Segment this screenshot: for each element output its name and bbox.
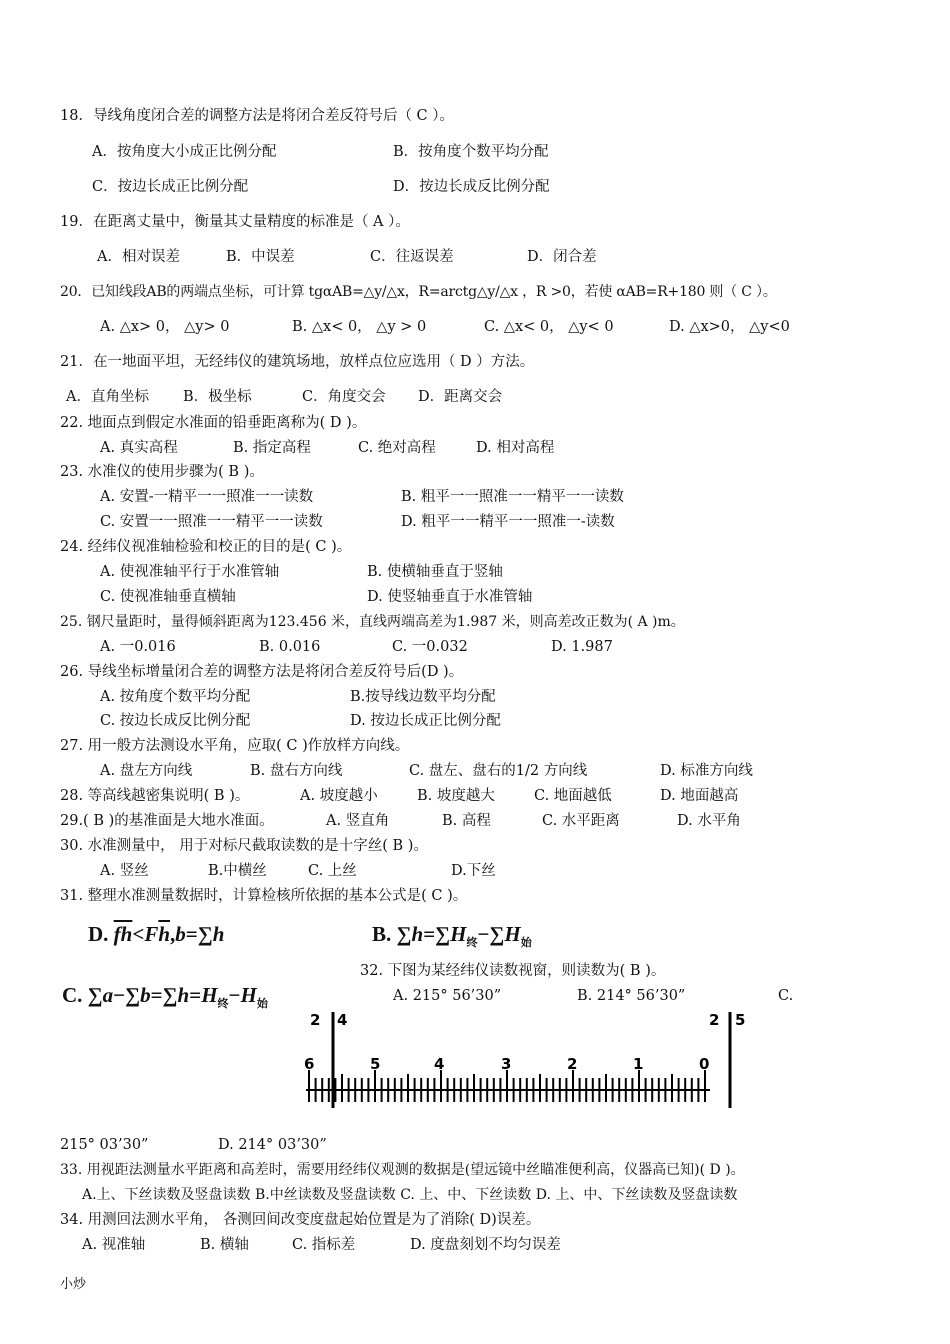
q23-option-a: A. 安置-一精平一一照准一一读数 [100,489,314,505]
q24-option-d: D. 使竖轴垂直于水准管轴 [367,589,533,605]
q22-option-d: D. 相对高程 [476,440,555,456]
theodolite-reading-window [298,1006,758,1114]
dial-scale-num-6: 6 [304,1055,315,1073]
q34-option-a: A. 视准轴 [82,1237,146,1253]
q18-option-b: B．按角度个数平均分配 [393,144,549,160]
q24-option-c: C. 使视准轴垂直横轴 [100,589,236,605]
q27-option-d: D. 标准方向线 [660,763,753,779]
q18-option-d: D．按边长成反比例分配 [393,179,550,195]
q23-option-d: D. 粗平一一精平一一照准一-读数 [401,514,615,530]
page-footer: 小炒 [60,1277,87,1292]
q25-option-b: B. 0.016 [259,639,321,655]
q30-option-a: A. 竖丝 [100,863,149,879]
q29-stem: 29.( B )的基准面是大地水准面。 [60,813,274,829]
q33-options: A.上、下丝读数及竖盘读数 B.中丝读数及竖盘读数 C. 上、中、下丝读数 D. 上、中、下丝读数及竖盘读数 [82,1187,738,1203]
q19-option-a: A．相对误差 [97,249,180,265]
q26-option-b: B.按导线边数平均分配 [350,689,496,705]
q30-stem: 30. 水准测量中， 用于对标尺截取读数的是十字丝( B )。 [60,838,428,854]
q18-option-a: A．按角度大小成正比例分配 [92,144,277,160]
dial-right-degree-digit-1: 2 [709,1011,720,1029]
q27-option-c: C. 盘左、盘右的1/2 方向线 [409,763,588,779]
q21-stem: 21．在一地面平坦，无经纬仪的建筑场地，放样点位应选用（ D ）方法。 [60,354,535,370]
formula-b-expression: $\sum h=\sum H_终-\sum H_始$ [396,922,532,950]
q27-option-a: A. 盘左方向线 [100,763,193,779]
q23-option-c: C. 安置一一照准一一精平一一读数 [100,514,323,530]
q25-option-c: C. 一0.032 [392,639,468,655]
q32-option-b: B. 214° 56’30” [577,988,686,1004]
q34-option-c: C. 指标差 [292,1237,356,1253]
q28-option-b: B. 坡度越大 [417,788,495,804]
q34-option-b: B. 横轴 [200,1237,249,1253]
formula-c-label: C. [62,983,83,1007]
q23-stem: 23. 水准仪的使用步骤为( B )。 [60,464,264,480]
formula-option-b [372,922,532,950]
dial-left-degree-digit-1: 2 [310,1011,321,1029]
q29-option-d: D. 水平角 [677,813,741,829]
q20-option-d: D. △x>0， △y<0 [669,319,790,335]
formula-option-d [88,922,224,947]
q30-option-b: B.中横丝 [208,863,267,879]
formula-d-expression: $\overline{fh}<F\overline{h},b=\sum h$ [113,922,225,946]
q21-option-b: B．极坐标 [183,389,252,405]
q20-option-c: C. △x< 0， △y< 0 [484,319,614,335]
q26-stem: 26. 导线坐标增量闭合差的调整方法是将闭合差反符号后(D )。 [60,664,464,680]
formula-option-c [62,983,268,1011]
q18-stem: 18．导线角度闭合差的调整方法是将闭合差反符号后（ C ）。 [60,108,455,124]
q19-option-c: C．往返误差 [370,249,454,265]
formula-c-expression: $\sum a-\sum b=\sum h=H_终-H_始$ [87,983,268,1011]
q34-option-d: D. 度盘刻划不均匀误差 [410,1237,561,1253]
q20-option-a: A. △x> 0， △y> 0 [100,319,230,335]
q32-option-a: A. 215° 56’30” [393,988,502,1004]
q22-option-c: C. 绝对高程 [358,440,436,456]
formula-d-label: D. [88,922,109,946]
q29-option-a: A. 竖直角 [326,813,390,829]
q30-option-c: C. 上丝 [308,863,357,879]
dial-scale-num-0: 0 [699,1055,710,1073]
q24-option-a: A. 使视准轴平行于水准管轴 [100,564,280,580]
q25-stem: 25. 钢尺量距时，量得倾斜距离为123.456 米，直线两端高差为1.987 米，则高差改正数为( A )m。 [60,614,685,630]
q24-stem: 24. 经纬仪视准轴检验和校正的目的是( C )。 [60,539,352,555]
q19-option-b: B．中误差 [226,249,295,265]
q23-option-b: B. 粗平一一照准一一精平一一读数 [401,489,624,505]
q26-option-d: D. 按边长成正比例分配 [350,713,501,729]
dial-scale-num-1: 1 [633,1055,644,1073]
q30-option-d: D.下丝 [451,863,496,879]
q33-stem: 33. 用视距法测量水平距离和高差时，需要用经纬仪观测的数据是(望远镜中丝瞄准便利高，仪器高已知)( D )。 [60,1162,745,1178]
q31-stem: 31. 整理水准测量数据时，计算检核所依据的基本公式是( C )。 [60,888,468,904]
q18-option-c: C．按边长成正比例分配 [92,179,249,195]
q27-option-b: B. 盘右方向线 [250,763,343,779]
q25-option-a: A. 一0.016 [100,639,176,655]
q19-stem: 19．在距离丈量中，衡量其丈量精度的标准是（ A ）。 [60,214,410,230]
q25-option-d: D. 1.987 [551,639,613,655]
dial-right-degree-digit-2: 5 [735,1011,746,1029]
dial-scale-num-4: 4 [434,1055,445,1073]
dial-scale-num-5: 5 [370,1055,381,1073]
q29-option-c: C. 水平距离 [542,813,620,829]
q21-option-c: C．角度交会 [302,389,386,405]
q32-option-c: C. [778,988,794,1004]
q34-stem: 34. 用测回法测水平角， 各测回间改变度盘起始位置是为了消除( D)误差。 [60,1212,541,1228]
q29-option-b: B. 高程 [442,813,491,829]
q27-stem: 27. 用一般方法测设水平角，应取( C )作放样方向线。 [60,738,410,754]
q32-option-c-continued: 215° 03’30” [60,1137,149,1153]
q22-option-a: A. 真实高程 [100,440,178,456]
q20-stem: 20．已知线段AB的两端点坐标，可计算 tgαAB=△y/△x，R=arctg△y/△x ，R >0，若使 αAB=R+180 则（ C ）。 [60,284,777,300]
dial-scale-num-3: 3 [501,1055,512,1073]
q20-option-b: B. △x< 0， △y > 0 [292,319,427,335]
q19-option-d: D．闭合差 [527,249,597,265]
q21-option-a: A．直角坐标 [66,389,149,405]
formula-b-label: B. [372,922,392,946]
q28-stem: 28. 等高线越密集说明( B )。 [60,788,250,804]
q28-option-c: C. 地面越低 [534,788,612,804]
q32-option-d: D. 214° 03’30” [218,1137,327,1153]
dial-scale-ticks [309,1070,705,1102]
q28-option-d: D. 地面越高 [660,788,739,804]
q32-stem: 32. 下图为某经纬仪读数视窗，则读数为( B )。 [360,963,666,979]
q24-option-b: B. 使横轴垂直于竖轴 [367,564,503,580]
dial-scale-num-2: 2 [567,1055,578,1073]
q26-option-a: A. 按角度个数平均分配 [100,689,251,705]
q28-option-a: A. 坡度越小 [300,788,378,804]
q22-option-b: B. 指定高程 [233,440,311,456]
q26-option-c: C. 按边长成反比例分配 [100,713,251,729]
dial-left-degree-digit-2: 4 [337,1011,348,1029]
q22-stem: 22. 地面点到假定水准面的铅垂距离称为( D )。 [60,415,367,431]
q21-option-d: D．距离交会 [418,389,503,405]
